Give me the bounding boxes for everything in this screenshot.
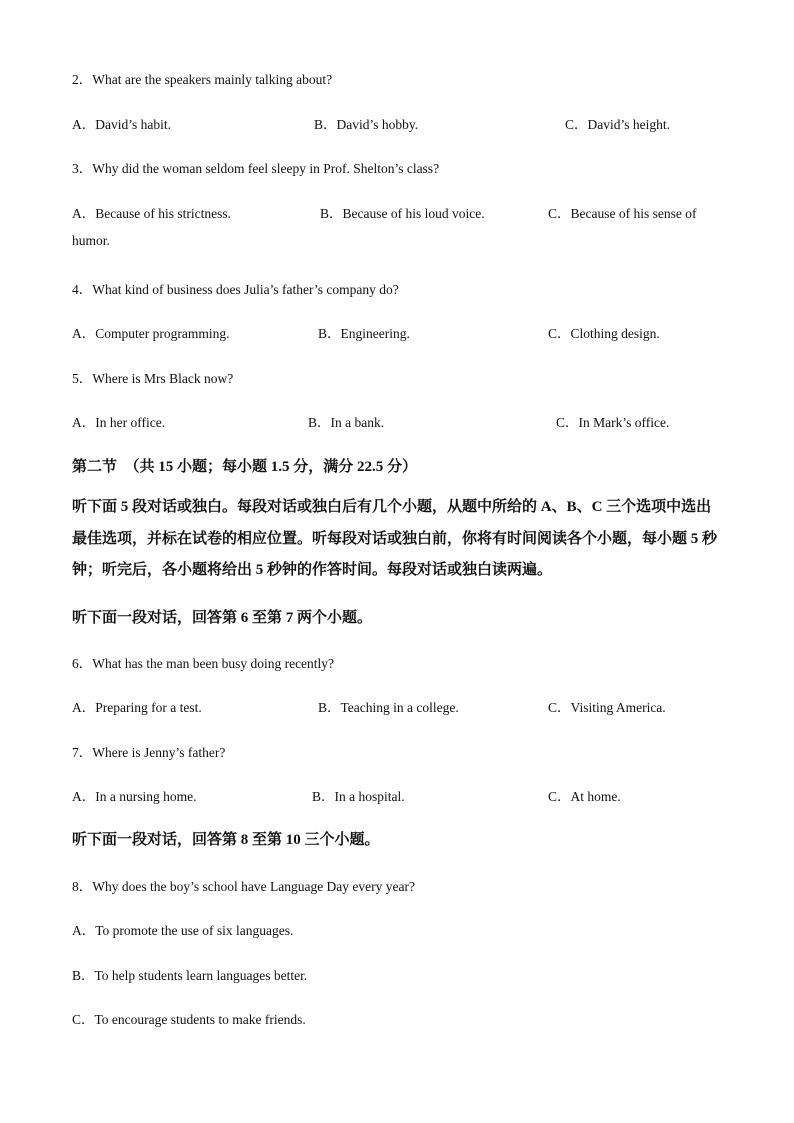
question-5: 5．Where is Mrs Black now? (72, 371, 234, 386)
q7-option-b: B．In a hospital. (312, 789, 405, 804)
dialogue-instruction-6-7: 听下面一段对话，回答第 6 至第 7 两个小题。 (72, 610, 373, 626)
q2-option-a: A．David’s habit. (72, 117, 171, 132)
question-4: 4．What kind of business does Julia’s father’s company do? (72, 282, 399, 297)
question-7: 7．Where is Jenny’s father? (72, 745, 226, 760)
section-2-instructions: 听下面 5 段对话或独白。每段对话或独白后有几个小题，从题中所给的 A、B、C 三个选项中选出最佳选项，并标在试卷的相应位置。听每段对话或独白前，你将有时间阅读各个小题，每小题 5 秒钟；听完后，各小题将给出 5 秒钟的作答时间。每段对话或独白读两遍。 (72, 499, 718, 578)
q5-option-b: B．In a bank. (308, 415, 385, 430)
q3-option-c: C．Because of his sense of (548, 206, 697, 221)
q4-option-a: A．Computer programming. (72, 326, 230, 341)
q3-option-a: A．Because of his strictness. (72, 206, 231, 221)
q3-option-b: B．Because of his loud voice. (320, 206, 485, 221)
q6-option-c: C．Visiting America. (548, 700, 666, 715)
section-2-heading: 第二节 （共 15 小题；每小题 1.5 分，满分 22.5 分） (72, 459, 418, 475)
q4-option-b: B．Engineering. (318, 326, 410, 341)
question-3: 3．Why did the woman seldom feel sleepy in Prof. Shelton’s class? (72, 161, 440, 176)
q6-option-a: A．Preparing for a test. (72, 700, 202, 715)
q2-option-c: C．David’s height. (565, 117, 670, 132)
q7-option-a: A．In a nursing home. (72, 789, 197, 804)
q8-option-b: B．To help students learn languages better. (72, 968, 308, 983)
question-2: 2．What are the speakers mainly talking about? (72, 72, 333, 87)
q4-option-c: C．Clothing design. (548, 326, 660, 341)
q3-option-c-continued: humor. (72, 233, 110, 248)
q2-option-b: B．David’s hobby. (314, 117, 419, 132)
q6-option-b: B．Teaching in a college. (318, 700, 459, 715)
question-8: 8．Why does the boy’s school have Language Day every year? (72, 879, 416, 894)
q5-option-a: A．In her office. (72, 415, 166, 430)
q7-option-c: C．At home. (548, 789, 621, 804)
q5-option-c: C．In Mark’s office. (556, 415, 670, 430)
q8-option-c: C．To encourage students to make friends. (72, 1012, 306, 1027)
dialogue-instruction-8-10: 听下面一段对话，回答第 8 至第 10 三个小题。 (72, 832, 380, 848)
question-6: 6．What has the man been busy doing recently? (72, 656, 335, 671)
q8-option-a: A．To promote the use of six languages. (72, 923, 294, 938)
